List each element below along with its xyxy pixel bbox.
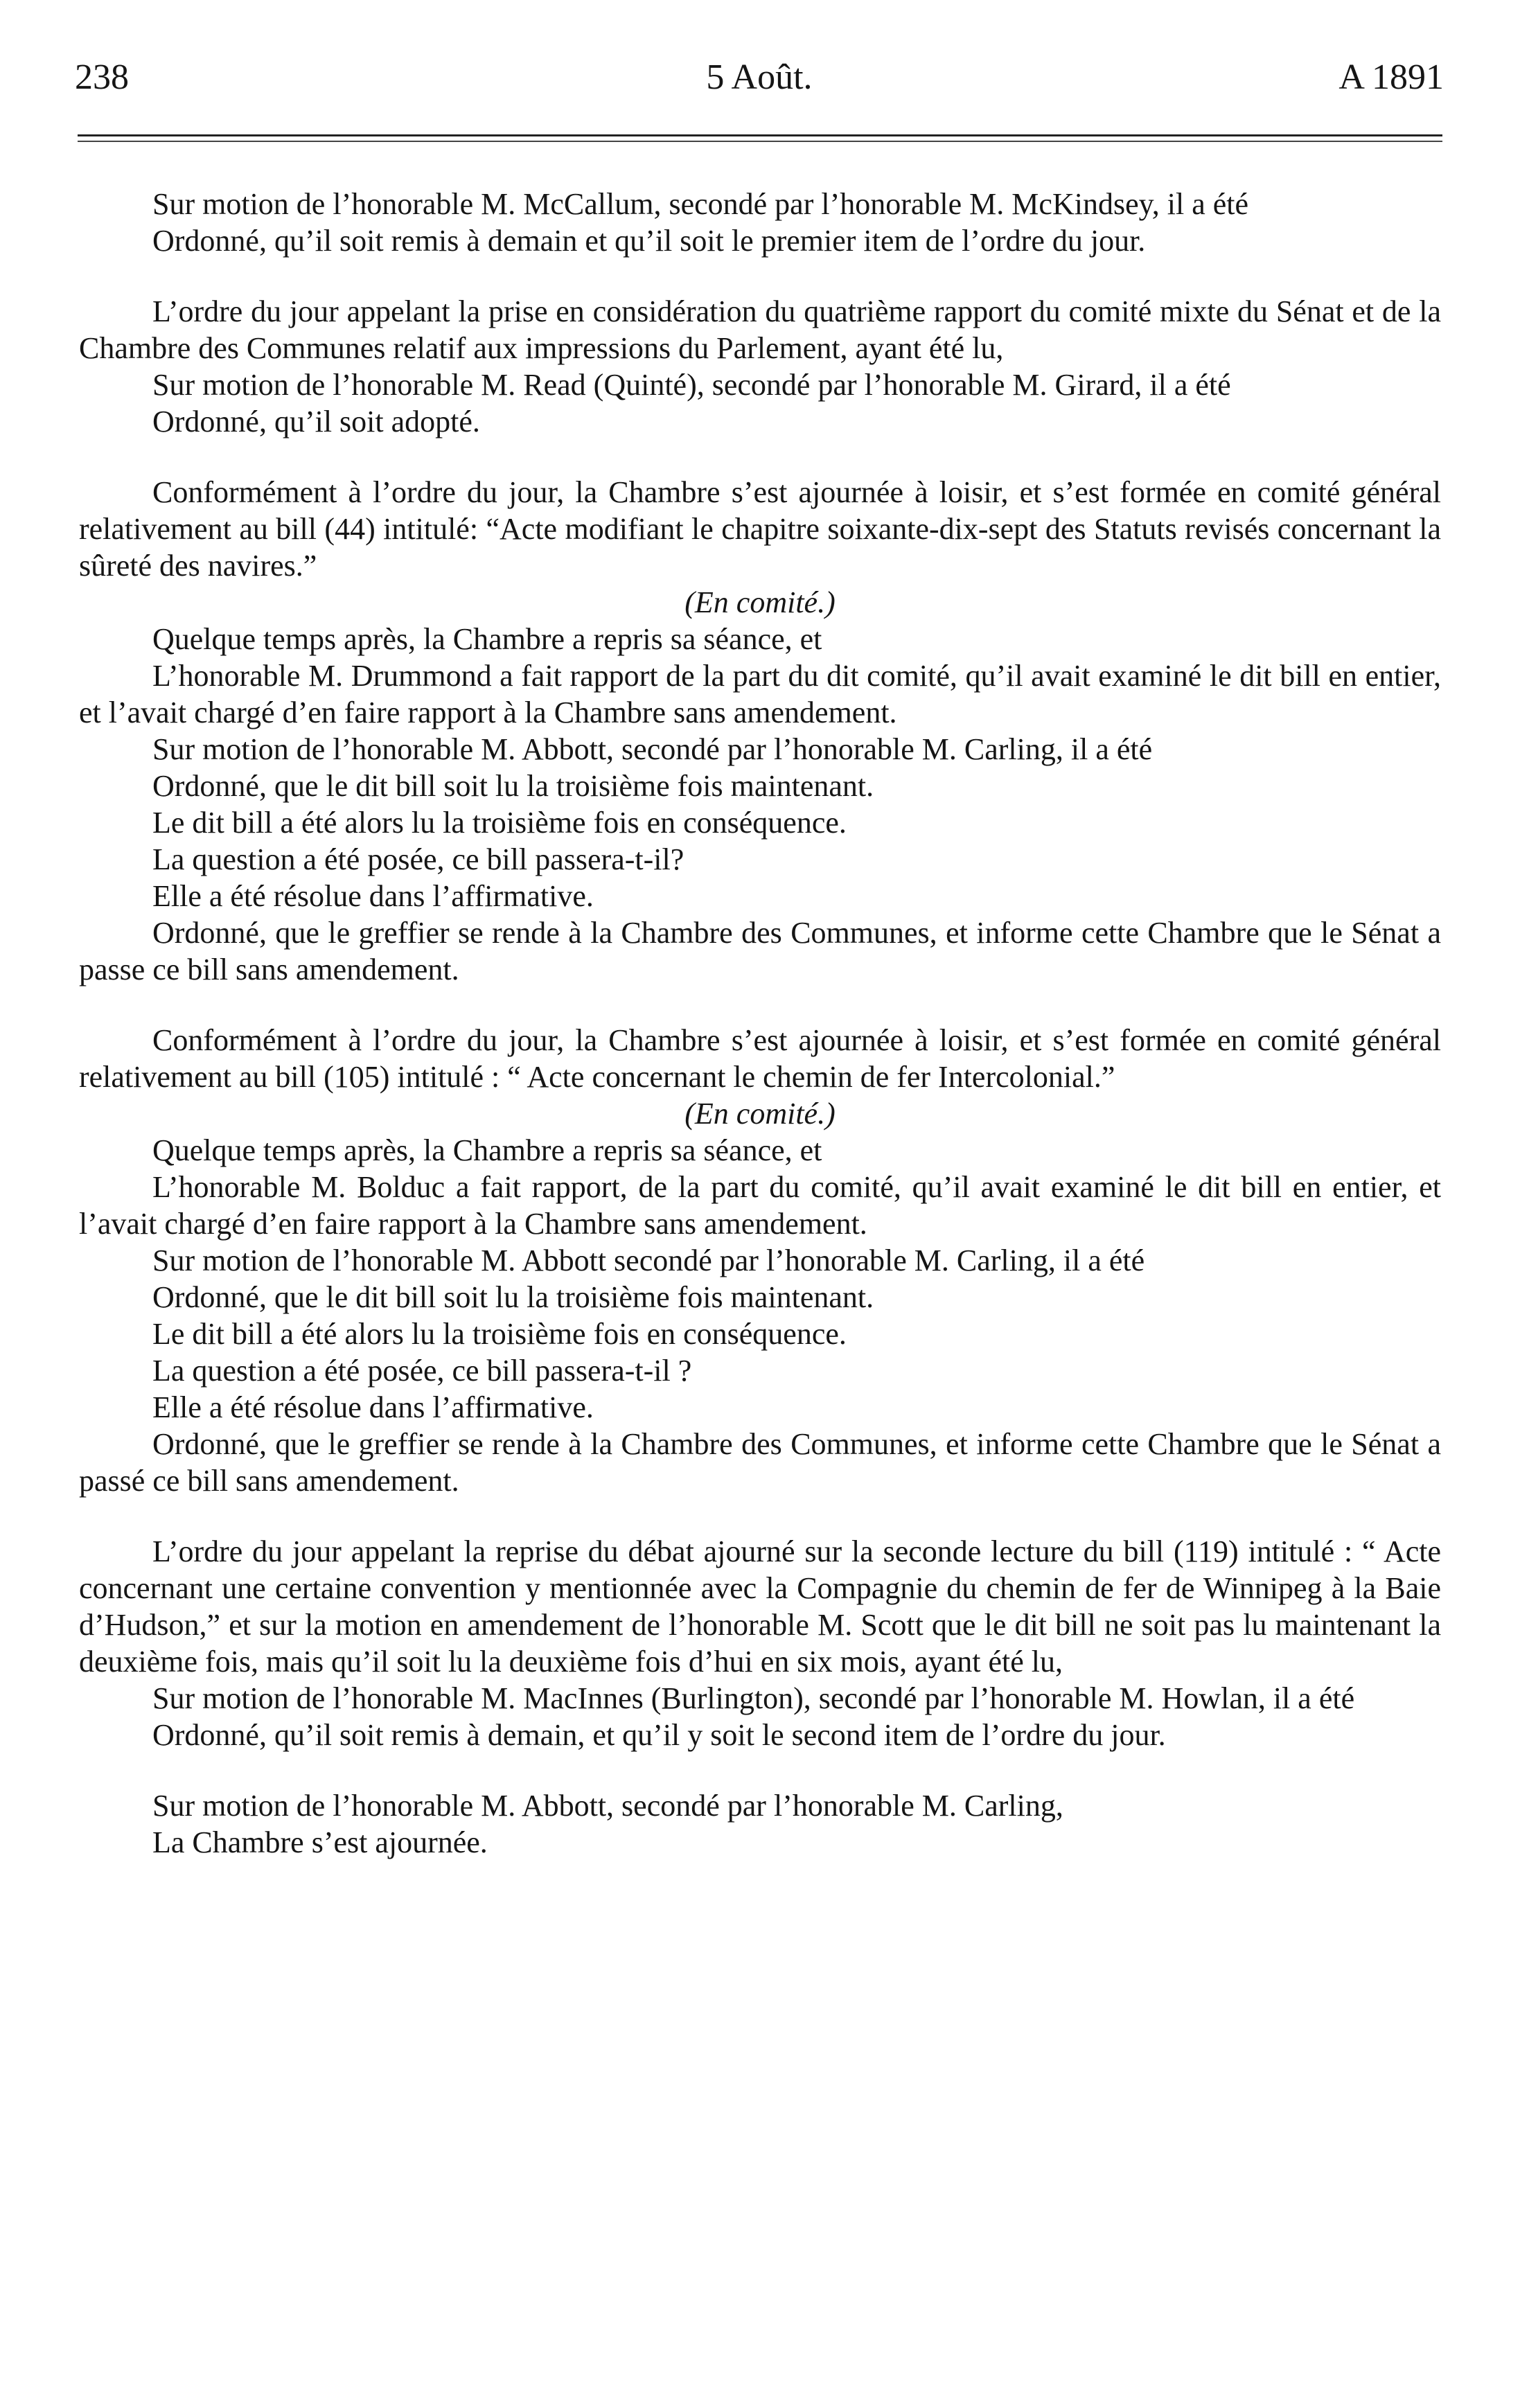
header-rule — [78, 134, 1442, 145]
paragraph: Ordonné, que le dit bill soit lu la troisième fois maintenant. — [152, 1280, 874, 1314]
header-year: A 1891 — [1338, 57, 1444, 97]
paragraph: La Chambre s’est ajournée. — [152, 1825, 488, 1859]
paragraph: Conformément à l’ordre du jour, la Chambre s’est ajournée à loisir, et s’est formée en comité général relativement au bill (44) intitulé: “Acte modifiant le chapitre soixante-dix-sept des Statuts revisés concernant la sûreté des navires.” — [79, 475, 1441, 583]
paragraph: L’ordre du jour appelant la prise en considération du quatrième rapport du comité mixte du Sénat et de la Chambre des Communes relatif aux impressions du Parlement, ayant été lu, — [79, 294, 1441, 365]
paragraph: Sur motion de l’honorable M. Abbott, secondé par l’honorable M. Carling, — [152, 1789, 1063, 1823]
rule-line-top — [78, 134, 1442, 136]
paragraph: Elle a été résolue dans l’affirmative. — [152, 1390, 594, 1424]
paragraph: Ordonné, qu’il soit remis à demain et qu’il soit le premier item de l’ordre du jour. — [152, 224, 1146, 258]
paragraph: Ordonné, qu’il soit remis à demain, et qu’il y soit le second item de l’ordre du jour. — [152, 1718, 1166, 1752]
paragraph: La question a été posée, ce bill passera-t-il? — [152, 842, 684, 876]
paragraph: Sur motion de l’honorable M. Abbott secondé par l’honorable M. Carling, il a été — [152, 1243, 1145, 1277]
paragraph: L’honorable M. Bolduc a fait rapport, de la part du comité, qu’il avait examiné le dit bill en entier, et l’avait chargé d’en faire rapport à la Chambre sans amendement. — [79, 1170, 1441, 1241]
journal-body — [79, 186, 1441, 1861]
paragraph: Ordonné, que le greffier se rende à la Chambre des Communes, et informe cette Chambre que le Sénat a passé ce bill sans amendement. — [79, 1427, 1441, 1498]
paragraph: Le dit bill a été alors lu la troisième fois en conséquence. — [152, 1317, 847, 1351]
paragraph: Le dit bill a été alors lu la troisième fois en conséquence. — [152, 806, 847, 840]
paragraph: Quelque temps après, la Chambre a repris sa séance, et — [152, 1133, 822, 1167]
paragraph: Sur motion de l’honorable M. McCallum, secondé par l’honorable M. McKindsey, il a été — [152, 187, 1249, 221]
paragraph: Ordonné, que le greffier se rende à la Chambre des Communes, et informe cette Chambre que le Sénat a passe ce bill sans amendement. — [79, 916, 1441, 986]
paragraph: L’ordre du jour appelant la reprise du débat ajourné sur la seconde lecture du bill (119) intitulé : “ Acte concernant une certaine convention y mentionnée avec la Compagnie du chemin de fer de Winnipeg à la Baie d’Hudson,” et sur la motion en amendement de l’honorable M. Scott que le dit bill ne soit pas lu maintenant la deuxième fois, mais qu’il soit lu la deuxième fois d’hui en six mois, ayant été lu, — [79, 1534, 1441, 1679]
paragraph: Sur motion de l’honorable M. Abbott, secondé par l’honorable M. Carling, il a été — [152, 732, 1153, 766]
paragraph: Elle a été résolue dans l’affirmative. — [152, 879, 594, 913]
header-date: 5 Août. — [706, 57, 813, 97]
page-number: 238 — [75, 57, 129, 97]
paragraph: Ordonné, qu’il soit adopté. — [152, 405, 480, 439]
committee-heading: (En comité.) — [684, 1097, 836, 1131]
paragraph: Sur motion de l’honorable M. Read (Quinté), secondé par l’honorable M. Girard, il a été — [152, 368, 1231, 402]
paragraph: Conformément à l’ordre du jour, la Chambre s’est ajournée à loisir, et s’est formée en comité général relativement au bill (105) intitulé : “ Acte concernant le chemin de fer Intercolonial.” — [79, 1023, 1441, 1094]
paragraph: Sur motion de l’honorable M. MacInnes (Burlington), secondé par l’honorable M. Howlan, il a été — [152, 1681, 1355, 1715]
committee-heading: (En comité.) — [684, 585, 836, 619]
paragraph: L’honorable M. Drummond a fait rapport de la part du dit comité, qu’il avait examiné le dit bill en entier, et l’avait chargé d’en faire rapport à la Chambre sans amendement. — [79, 659, 1441, 729]
paragraph: Quelque temps après, la Chambre a repris sa séance, et — [152, 622, 822, 656]
rule-line-bottom — [78, 141, 1442, 142]
paragraph: La question a été posée, ce bill passera-t-il ? — [152, 1354, 692, 1388]
paragraph: Ordonné, que le dit bill soit lu la troisième fois maintenant. — [152, 769, 874, 803]
running-header — [75, 50, 1444, 105]
